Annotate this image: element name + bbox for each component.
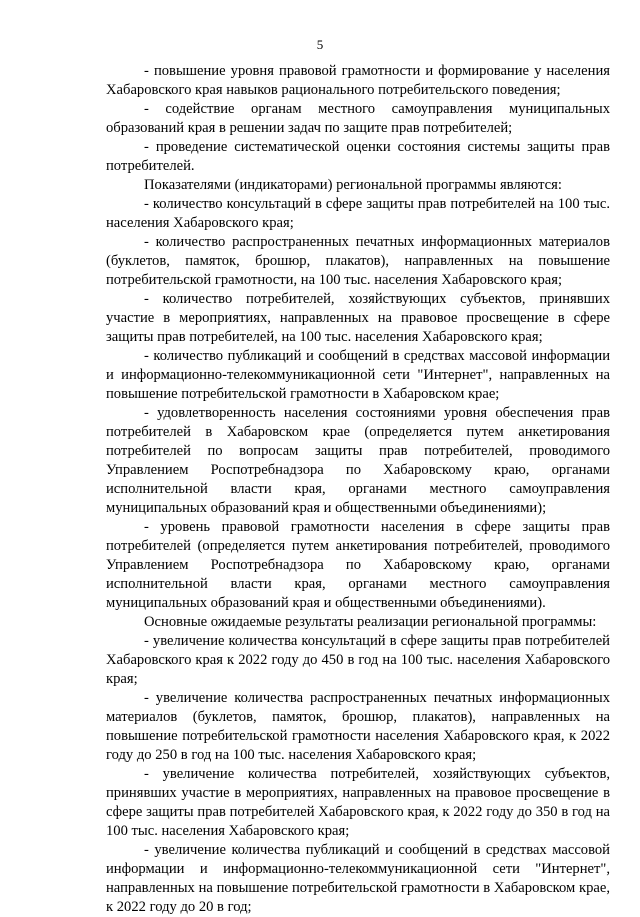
paragraph-indicator-consultations: - количество консультаций в сфере защиты прав потребителей на 100 тыс. населения Хабаровского края; [106,196,610,231]
paragraph-goal-legal-literacy: - повышение уровня правовой грамотности и формирование у населения Хабаровского края навыков рационального потребительского поведения; [106,63,610,98]
paragraph-result-publications: - увеличение количества публикаций и сообщений в средствах массовой информации и информационно-телекоммуникационной сети "Интернет", направленных на повышение потребительской грамотности в Хабаровском крае, к 2022 году до 20 в год; [106,842,610,915]
paragraph-indicators-heading: Показателями (индикаторами) региональной программы являются: [144,177,562,193]
paragraph-result-consultations: - увеличение количества консультаций в сфере защиты прав потребителей Хабаровского края к 2022 году до 450 в год на 100 тыс. населения Хабаровского края; [106,633,610,687]
paragraph-indicator-satisfaction: - удовлетворенность населения состояниями уровня обеспечения прав потребителей в Хабаровском крае (определяется путем анкетирования потребителей по вопросам защиты прав потребителей, проводимого Управлением Роспотребнадзора по Хабаровскому краю, органами исполнительной власти края, органами местного самоуправления муниципальных образований края и общественными объединениями); [106,405,610,516]
paragraph-result-participants: - увеличение количества потребителей, хозяйствующих субъектов, принявших участие в мероприятиях, направленных на правовое просвещение в сфере защиты прав потребителей Хабаровского края, к 2022 году до 350 в год на 100 тыс. населения Хабаровского края; [106,766,610,839]
paragraph-indicator-publications: - количество публикаций и сообщений в средствах массовой информации и информационно-телекоммуникационной сети "Интернет", направленных на повышение потребительской грамотности в Хабаровском крае; [106,348,610,402]
paragraph-goal-municipal-assistance: - содействие органам местного самоуправления муниципальных образований края в решении задач по защите прав потребителей; [106,101,610,136]
paragraph-indicator-literacy-level: - уровень правовой грамотности населения в сфере защиты прав потребителей (определяется путем анкетирования потребителей, проводимого Управлением Роспотребнадзора по Хабаровскому краю, органами исполнительной власти края, органами местного самоуправления муниципальных образований края и общественными объединениями). [106,519,610,611]
paragraph-result-printed-materials: - увеличение количества распространенных печатных информационных материалов (буклетов, памяток, брошюр, плакатов), направленных на повышение потребительской грамотности населения Хабаровского края, к 2022 году до 250 в год на 100 тыс. населения Хабаровского края; [106,690,610,763]
paragraph-indicator-participants: - количество потребителей, хозяйствующих субъектов, принявших участие в мероприятиях, направленных на правовое просвещение в сфере защиты прав потребителей, на 100 тыс. населения Хабаровского края; [106,291,610,345]
paragraph-goal-systematic-assessment: - проведение систематической оценки состояния системы защиты прав потребителей. [106,139,610,174]
paragraph-indicator-printed-materials: - количество распространенных печатных информационных материалов (буклетов, памяток, брошюр, плакатов), направленных на повышение потребительской грамотности, на 100 тыс. населения Хабаровского края; [106,234,610,288]
page-number: 5 [316,37,324,52]
paragraph-results-heading: Основные ожидаемые результаты реализации региональной программы: [144,614,597,630]
document-body [106,62,610,917]
